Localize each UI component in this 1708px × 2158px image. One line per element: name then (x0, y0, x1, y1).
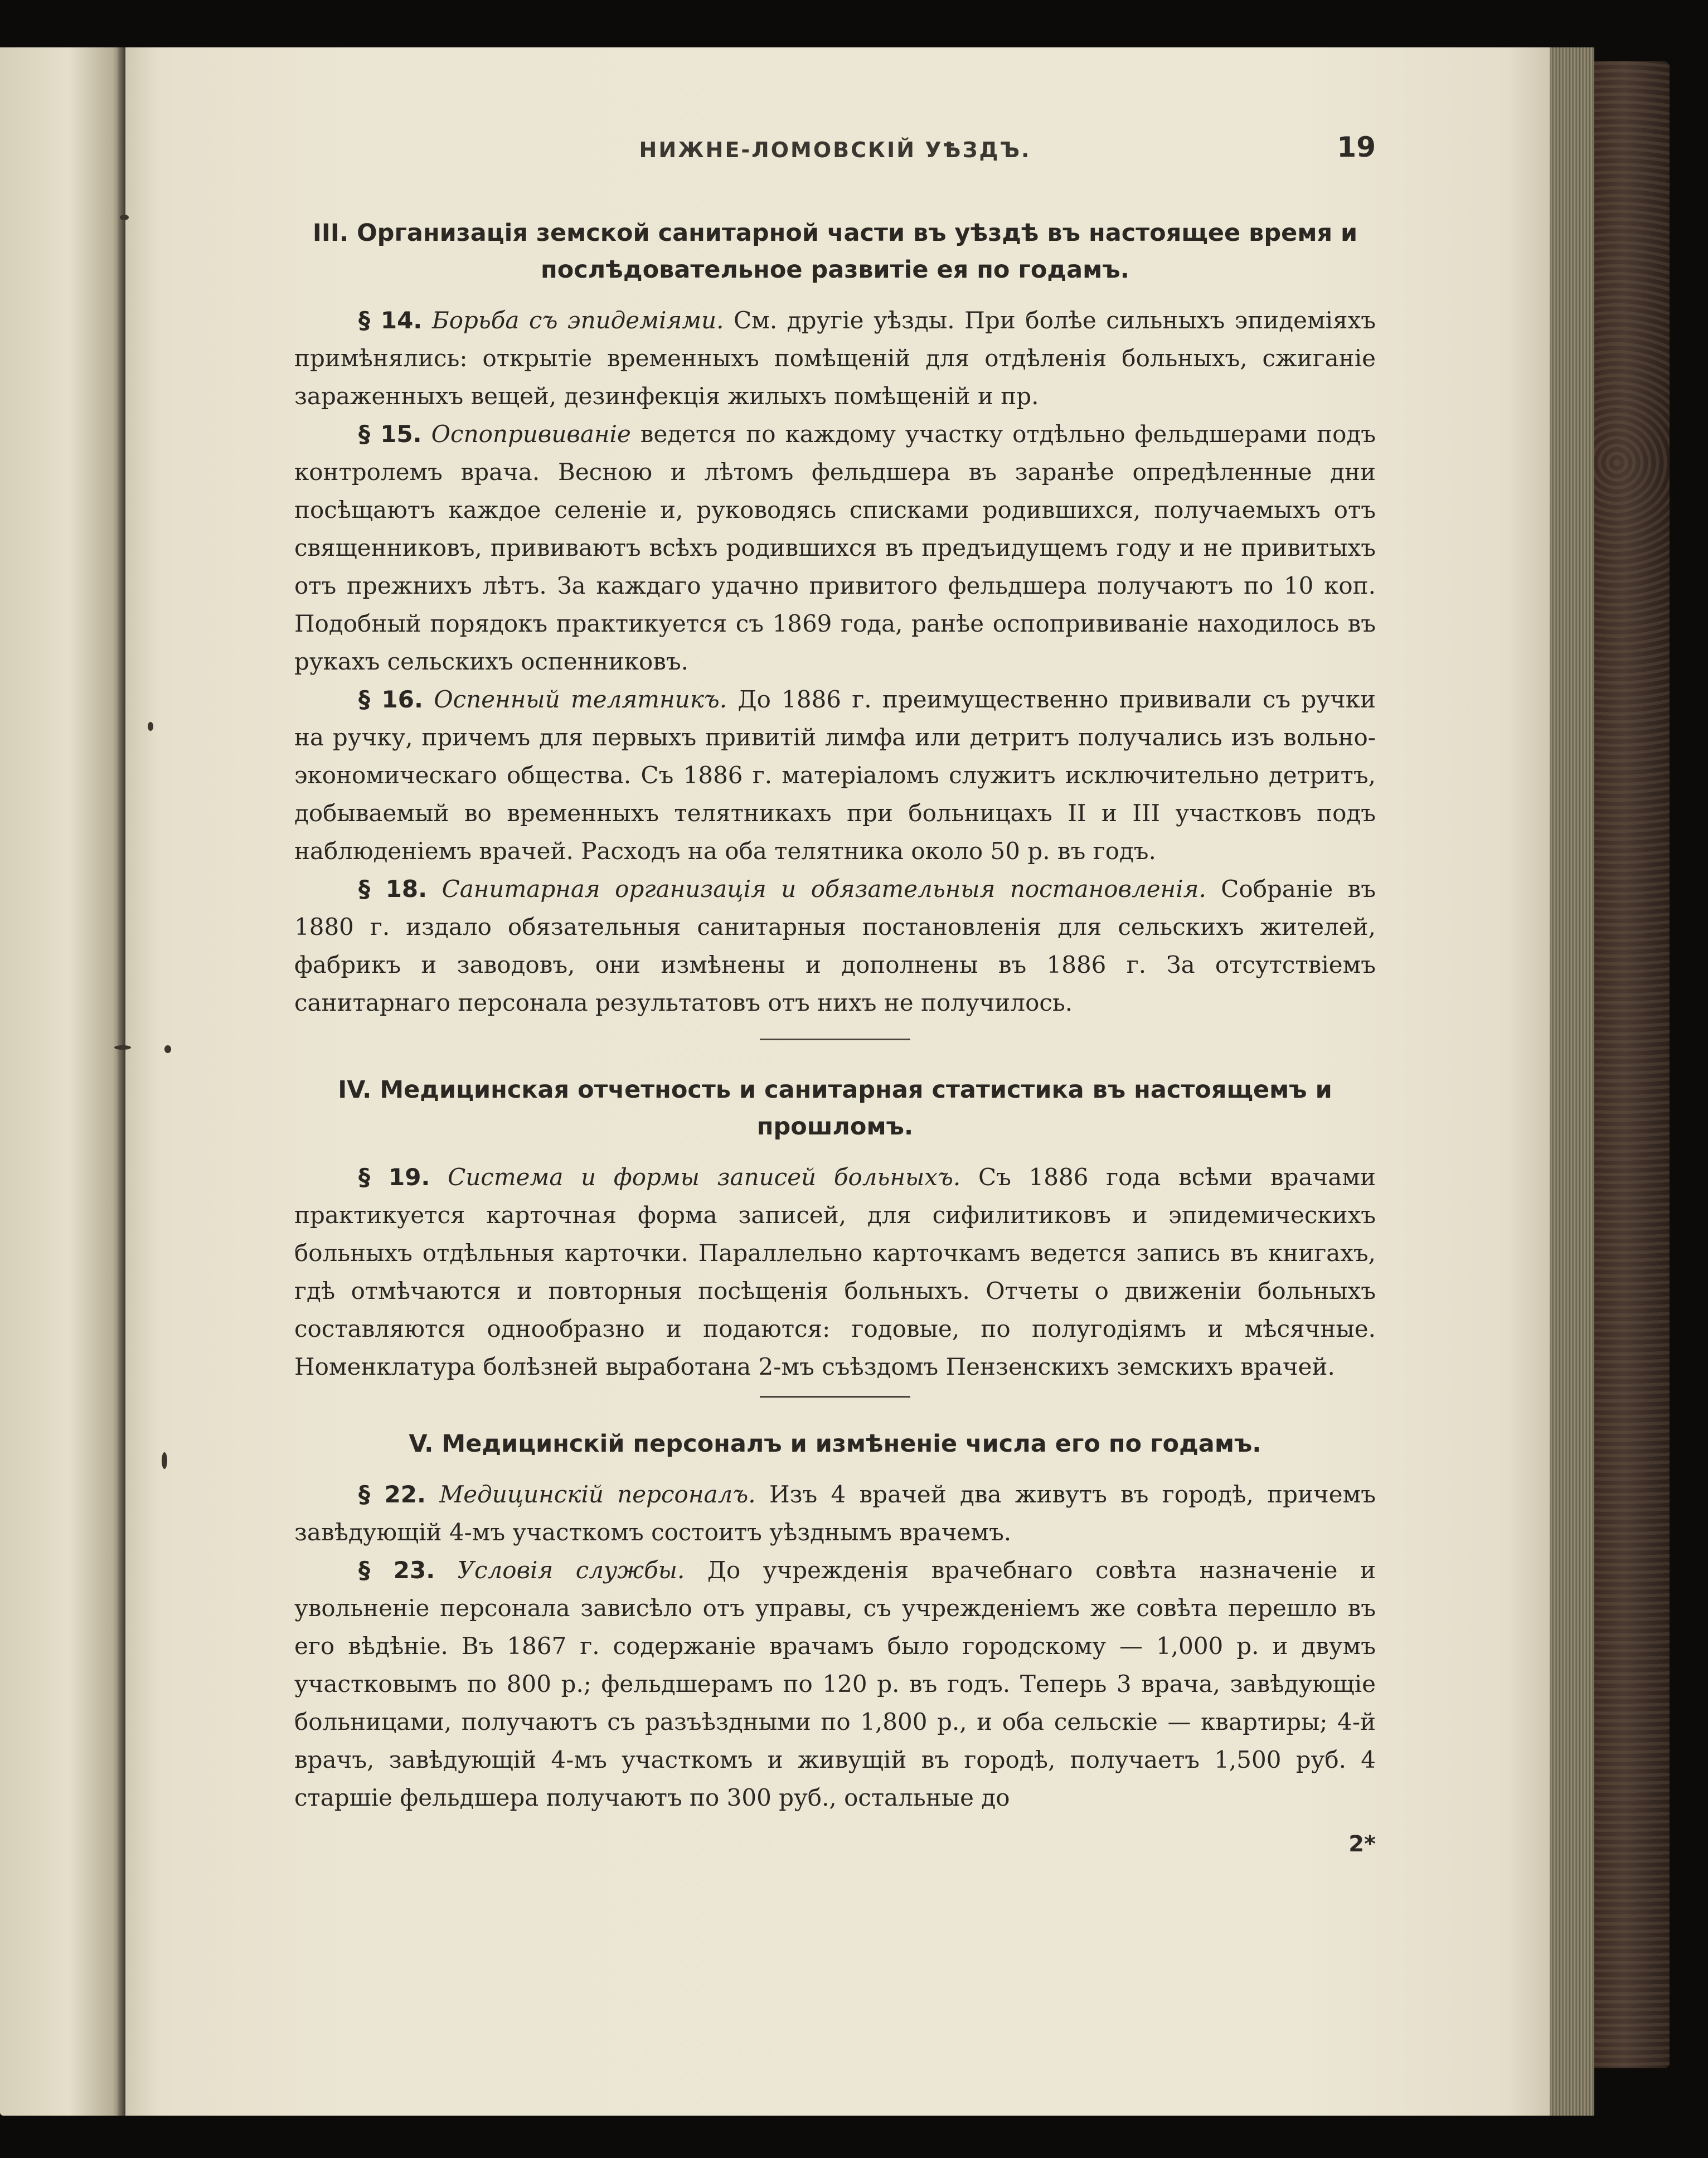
section-sign: § 15. (358, 420, 422, 448)
paragraph-title: Медицинскій персоналъ. (439, 1481, 756, 1508)
running-header (294, 125, 1376, 176)
page-block-edge (1550, 47, 1594, 2116)
paragraph-title: Оспопрививаніе (431, 420, 631, 448)
section-sign: § 23. (358, 1556, 435, 1584)
section-iii (294, 215, 1376, 1022)
section-heading: III. Организація земской санитарной части въ уѣздѣ въ настоящее время и послѣдовательное развитіе ея по годамъ. (312, 219, 1358, 284)
section-divider (760, 1396, 910, 1398)
section-divider (760, 1039, 910, 1040)
paragraph-14 (294, 302, 1376, 415)
paragraph-text: Изъ 4 врачей два живутъ въ городѣ, причемъ завѣдующій 4-мъ участкомъ состоитъ уѣзднымъ врачемъ. (294, 1481, 1376, 1546)
book-cover (1594, 61, 1670, 2068)
paragraph-title: Система и формы записей больныхъ. (448, 1163, 961, 1191)
signature-mark: 2* (1348, 1831, 1376, 1857)
paragraph-15 (294, 415, 1376, 681)
section-v (294, 1425, 1376, 1817)
facing-page-edge (0, 47, 125, 2116)
section-sign: § 14. (358, 307, 423, 334)
section-sign: § 18. (358, 875, 428, 903)
page-number: 19 (1337, 131, 1376, 163)
paragraph-23 (294, 1551, 1376, 1817)
paragraph-text: ведется по каждому участку отдѣльно фельдшерами подъ контролемъ врача. Весною и лѣтомъ фельдшера въ заранѣе опредѣленные дни посѣщаютъ каждое селеніе и, руководясь списками родившихся, получаемыхъ отъ священниковъ, прививаютъ всѣхъ родившихся въ предъидущемъ году и не привитыхъ отъ прежнихъ лѣтъ. За каждаго удачно привитого фельдшера получаютъ по 10 коп. Подобный порядокъ практикуется съ 1869 года, ранѣе оспопрививаніе находилось въ рукахъ сельскихъ оспенниковъ. (294, 420, 1376, 675)
paragraph-text: См. другіе уѣзды. При болѣе сильныхъ эпидеміяхъ примѣнялись: открытіе временныхъ помѣщеній для отдѣленія больныхъ, сжиганіе зараженныхъ вещей, дезинфекція жилыхъ помѣщеній и пр. (294, 307, 1376, 410)
section-iv (294, 1071, 1376, 1386)
paragraph-18 (294, 870, 1376, 1022)
section-sign: § 22. (358, 1481, 426, 1508)
paragraph-title: Борьба съ эпидеміями. (431, 307, 724, 334)
paragraph-title: Условія службы. (457, 1556, 685, 1584)
paragraph-title: Санитарная организація и обязательныя постановленія. (441, 875, 1206, 903)
section-heading: IV. Медицинская отчетность и санитарная статистика въ настоящемъ и прошломъ. (338, 1076, 1332, 1141)
paragraph-text: До учрежденія врачебнаго совѣта назначеніе и увольненіе персонала зависѣло отъ управы, съ учрежденіемъ же совѣта перешло въ его вѣдѣніе. Въ 1867 г. содержаніе врачамъ было городскому — 1,000 р. и двумъ участковымъ по 800 р.; фельдшерамъ по 120 р. въ годъ. Теперь 3 врача, завѣдующіе больницами, получаютъ съ разъѣздными по 1,800 р., и оба сельскіе — квартиры; 4-й врачъ, завѣдующій 4-мъ участкомъ и живущій въ городѣ, получаетъ 1,500 руб. 4 старшіе фельдшера получаютъ по 300 руб., остальные до (294, 1556, 1376, 1811)
running-title: НИЖНЕ-ЛОМОВСКІЙ УѢЗДЪ. (639, 138, 1031, 162)
paragraph-text: Съ 1886 года всѣми врачами практикуется карточная форма записей, для сифилитиковъ и эпидемическихъ больныхъ отдѣльныя карточки. Параллельно карточкамъ ведется запись въ книгахъ, гдѣ отмѣчаются и повторныя посѣщенія больныхъ. Отчеты о движеніи больныхъ составляются однообразно и подаются: годовые, по полугодіямъ и мѣсячные. Номенклатура болѣзней выработана 2-мъ съѣздомъ Пензенскихъ земскихъ врачей. (294, 1163, 1376, 1380)
section-sign: § 16. (358, 686, 423, 713)
section-heading: V. Медицинскій персоналъ и измѣненіе числа его по годамъ. (409, 1430, 1261, 1458)
paragraph-text: До 1886 г. преимущественно прививали съ ручки на ручку, причемъ для первыхъ привитій лимфа или детритъ получались изъ вольно-экономическаго общества. Съ 1886 г. матеріаломъ служитъ исключительно детритъ, добываемый во временныхъ телятникахъ при больницахъ II и III участковъ подъ наблюденіемъ врачей. Расходъ на оба телятника около 50 р. въ годъ. (294, 686, 1376, 865)
paragraph-22 (294, 1476, 1376, 1551)
paragraph-19 (294, 1158, 1376, 1386)
paragraph-title: Оспенный телятникъ. (434, 686, 727, 713)
page-text (294, 125, 1376, 1857)
paragraph-16 (294, 681, 1376, 870)
paragraph-text: Собраніе въ 1880 г. издало обязательныя санитарныя постановленія для сельскихъ жителей, фабрикъ и заводовъ, они измѣнены и дополнены въ 1886 г. За отсутствіемъ санитарнаго персонала результатовъ отъ нихъ не получилось. (294, 875, 1376, 1016)
section-sign: § 19. (358, 1163, 430, 1191)
